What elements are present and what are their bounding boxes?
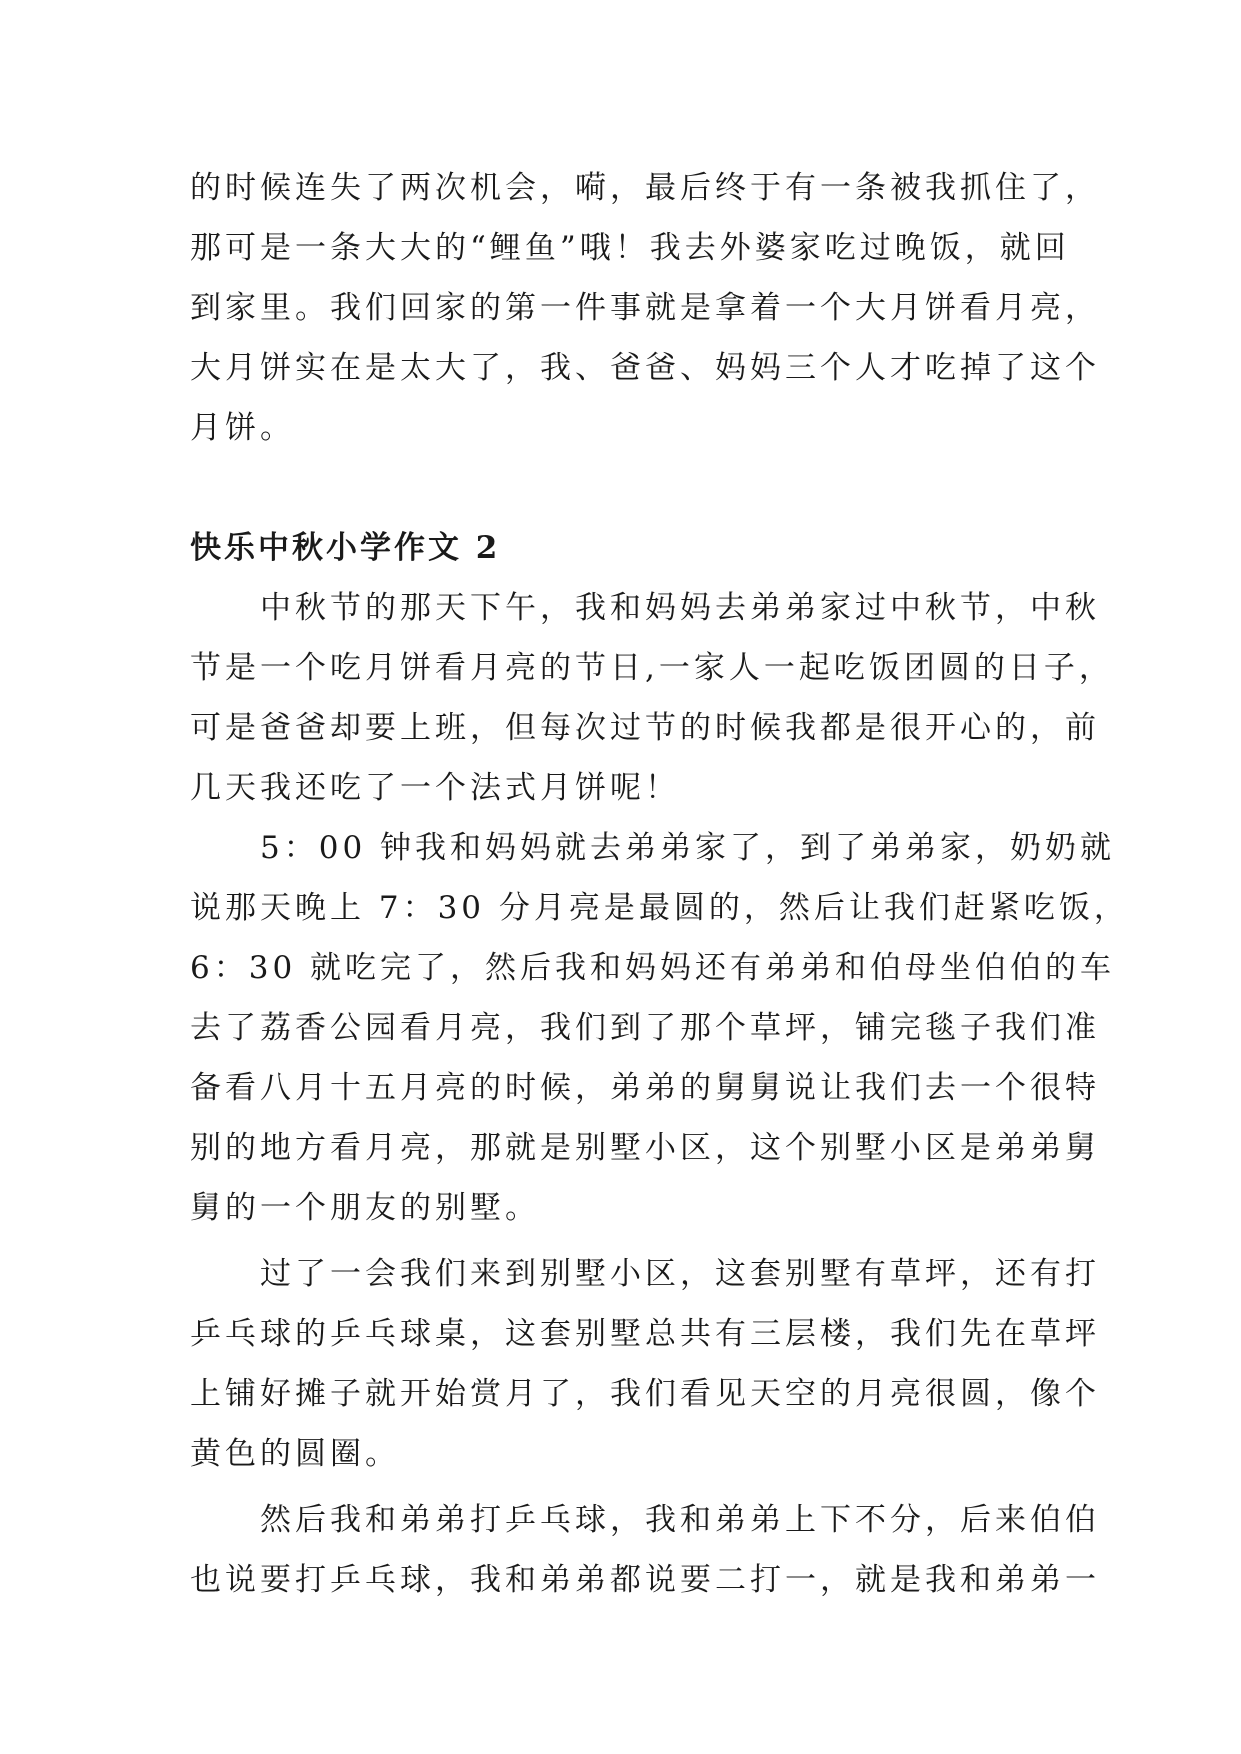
text-line: 舅的一个朋友的别墅。 bbox=[190, 1190, 540, 1226]
text-line: 中秋节的那天下午，我和妈妈去弟弟家过中秋节，中秋 bbox=[260, 590, 1100, 626]
text-line: 备看八月十五月亮的时候，弟弟的舅舅说让我们去一个很特 bbox=[190, 1070, 1100, 1106]
text-line: 节是一个吃月饼看月亮的节日,一家人一起吃饭团圆的日子， bbox=[190, 650, 1114, 686]
paragraph bbox=[190, 1244, 1100, 1484]
text-line: 6：30 就吃完了，然后我和妈妈还有弟弟和伯母坐伯伯的车 bbox=[190, 950, 1116, 986]
text-line: 5：00 钟我和妈妈就去弟弟家了，到了弟弟家，奶奶就 bbox=[260, 830, 1116, 866]
text-line: 过了一会我们来到别墅小区，这套别墅有草坪，还有打 bbox=[260, 1256, 1100, 1292]
section-title: 快乐中秋小学作文 2 bbox=[190, 530, 501, 566]
text-line: 上铺好摊子就开始赏月了，我们看见天空的月亮很圆，像个 bbox=[190, 1376, 1100, 1412]
paragraph bbox=[190, 818, 1129, 1238]
text-line: 乒乓球的乒乓球桌，这套别墅总共有三层楼，我们先在草坪 bbox=[190, 1316, 1100, 1352]
paragraph bbox=[190, 1490, 1100, 1610]
text-line: 可是爸爸却要上班，但每次过节的时候我都是很开心的，前 bbox=[190, 710, 1100, 746]
text-line: 黄色的圆圈。 bbox=[190, 1436, 400, 1472]
text-line: 大月饼实在是太大了，我、爸爸、妈妈三个人才吃掉了这个 bbox=[190, 350, 1100, 386]
text-line: 到家里。我们回家的第一件事就是拿着一个大月饼看月亮， bbox=[190, 290, 1100, 326]
text-line: 那可是一条大大的“鲤鱼”哦！我去外婆家吃过晚饭，就回 bbox=[190, 230, 1070, 266]
section-spacer bbox=[190, 458, 1070, 518]
text-line: 说那天晚上 7：30 分月亮是最圆的，然后让我们赶紧吃饭， bbox=[190, 890, 1129, 926]
text-line: 然后我和弟弟打乒乓球，我和弟弟上下不分，后来伯伯 bbox=[260, 1502, 1100, 1538]
paragraph bbox=[190, 578, 1114, 818]
text-line: 去了荔香公园看月亮，我们到了那个草坪，铺完毯子我们准 bbox=[190, 1010, 1100, 1046]
text-line: 也说要打乒乓球，我和弟弟都说要二打一，就是我和弟弟一 bbox=[190, 1562, 1100, 1598]
text-line: 的时候连失了两次机会，嗬，最后终于有一条被我抓住了， bbox=[190, 170, 1100, 206]
text-line: 月饼。 bbox=[190, 410, 295, 446]
text-line: 几天我还吃了一个法式月饼呢！ bbox=[190, 770, 680, 806]
text-line: 别的地方看月亮，那就是别墅小区，这个别墅小区是弟弟舅 bbox=[190, 1130, 1100, 1166]
intro-paragraph bbox=[190, 158, 1100, 458]
document-body bbox=[190, 158, 1129, 1610]
